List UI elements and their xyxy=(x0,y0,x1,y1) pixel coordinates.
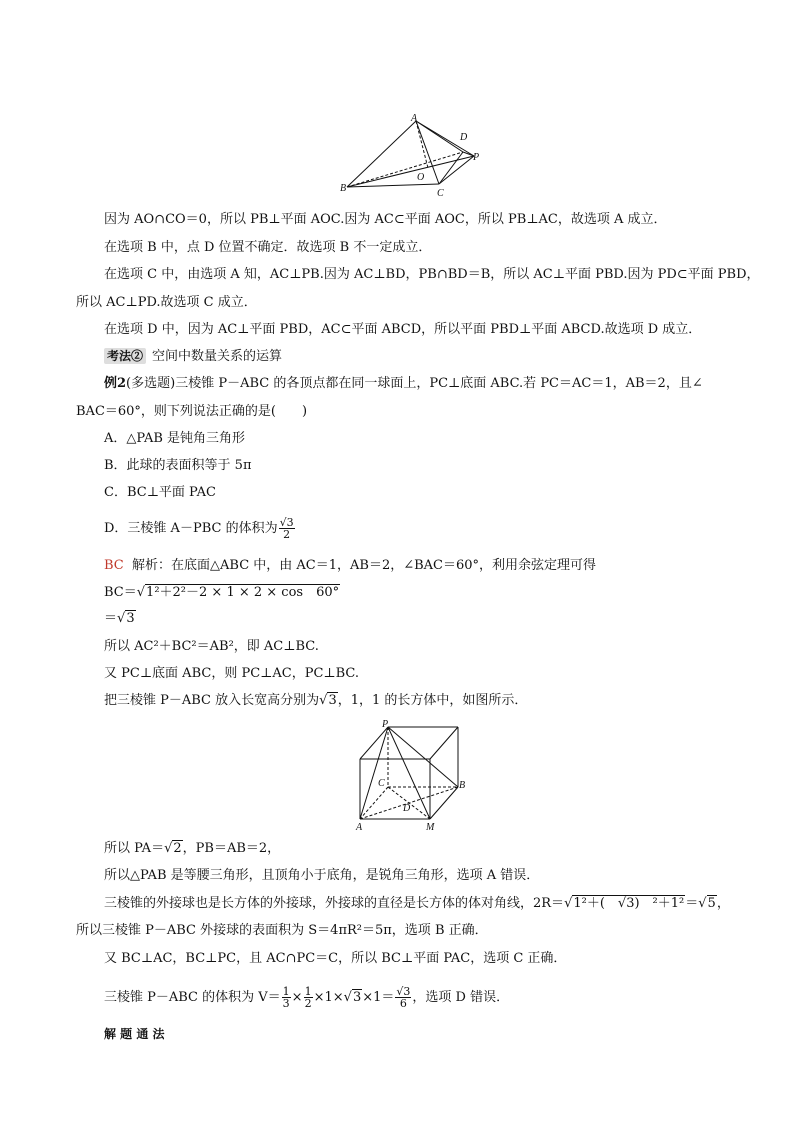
answer-label: BC xyxy=(104,558,124,573)
example-line xyxy=(104,376,703,392)
text-line: BAC＝60°，则下列说法正确的是( ) xyxy=(76,404,308,419)
label-O: O xyxy=(417,172,425,183)
option-c: C．BC⊥平面 PAC xyxy=(104,485,216,500)
method-heading: 解 题 通 法 xyxy=(104,1027,165,1041)
text-line: 三棱锥 P－ABC 的体积为 V＝ $\frac{1}{3}$ × $\frac{1}{2}$ ×1×√3×1＝ $\frac{√3}{6}$ ，选项 D 错误． xyxy=(104,985,510,1010)
text-line: ＝√3 xyxy=(104,611,135,626)
figure-cuboid xyxy=(350,717,475,832)
option-a: A．△PAB 是钝角三角形 xyxy=(104,431,246,446)
text-line: 所以△PAB 是等腰三角形，且顶角小于底角，是锐角三角形，选项 A 错误． xyxy=(104,868,540,883)
label-P: P xyxy=(382,719,389,730)
example-label: 例2 xyxy=(104,376,127,391)
label-C: C xyxy=(437,188,444,199)
solution-start: BC 解析：在底面△ABC 中，由 AC＝1，AB＝2，∠BAC＝60°，利用余弦定理可得 xyxy=(104,558,597,573)
text-line: 把三棱锥 P－ABC 放入长宽高分别为√3，1，1 的长方体中，如图所示． xyxy=(104,693,528,708)
fraction: $\frac{√3}{2}$ xyxy=(279,516,294,541)
label-B: B xyxy=(459,780,466,791)
label-C: C xyxy=(378,778,385,789)
example-text: (多选题)三棱锥 P－ABC 的各顶点都在同一球面上，PC⊥底面 ABC.若 PC＝AC＝1，AB＝2，且∠ xyxy=(126,376,703,391)
text-line: 所以三棱锥 P－ABC 外接球的表面积为 S＝4πR²＝5π，选项 B 正确． xyxy=(76,923,488,938)
text-line: BC＝√1²＋2²－2 × 1 × 2 × cos 60° xyxy=(104,585,340,600)
text-line: 又 PC⊥底面 ABC，则 PC⊥AC，PC⊥BC. xyxy=(104,666,360,681)
label-D: D xyxy=(403,803,411,814)
text-line: 在选项 B 中，点 D 位置不确定．故选项 B 不一定成立． xyxy=(104,240,432,255)
label-A: A xyxy=(356,822,363,832)
section-title: 空间中数量关系的运算 xyxy=(152,349,283,364)
option-d: D．三棱锥 A－PBC 的体积为 $\frac{√3}{2}$ xyxy=(104,516,294,541)
text-line: 三棱锥的外接球也是长方体的外接球，外接球的直径是长方体的体对角线，2R＝√1²＋( √3) ²＋1²＝√5， xyxy=(104,896,730,911)
section-heading xyxy=(104,348,282,365)
text-line: 所以 PA＝√2，PB＝AB＝2， xyxy=(104,841,281,856)
text-line: 所以 AC⊥PD.故选项 C 成立． xyxy=(76,295,257,310)
label-A: A xyxy=(411,113,418,124)
label-M: M xyxy=(426,822,435,832)
text-line: 因为 AO∩CO＝0，所以 PB⊥平面 AOC.因为 AC⊂平面 AOC，所以 PB⊥AC，故选项 A 成立． xyxy=(104,212,667,227)
text-line: 所以 AC²＋BC²＝AB²，即 AC⊥BC. xyxy=(104,639,319,654)
kaofa-badge: 考法② xyxy=(104,348,146,364)
label-D: D xyxy=(460,132,468,143)
figure-pyramid xyxy=(338,112,488,202)
option-b: B．此球的表面积等于 5π xyxy=(104,458,252,473)
text-line: 在选项 D 中，因为 AC⊥平面 PBD，AC⊂平面 ABCD，所以平面 PBD⊥平面 ABCD.故选项 D 成立． xyxy=(104,322,702,337)
label-P: P xyxy=(473,152,480,163)
text-line: 在选项 C 中，由选项 A 知，AC⊥PB.因为 AC⊥BD，PB∩BD＝B，所以 AC⊥平面 PBD.因为 PD⊂平面 PBD， xyxy=(104,267,760,282)
label-B: B xyxy=(340,183,347,194)
text-line: 又 BC⊥AC，BC⊥PC，且 AC∩PC＝C，所以 BC⊥平面 PAC，选项 C 正确． xyxy=(104,951,567,966)
